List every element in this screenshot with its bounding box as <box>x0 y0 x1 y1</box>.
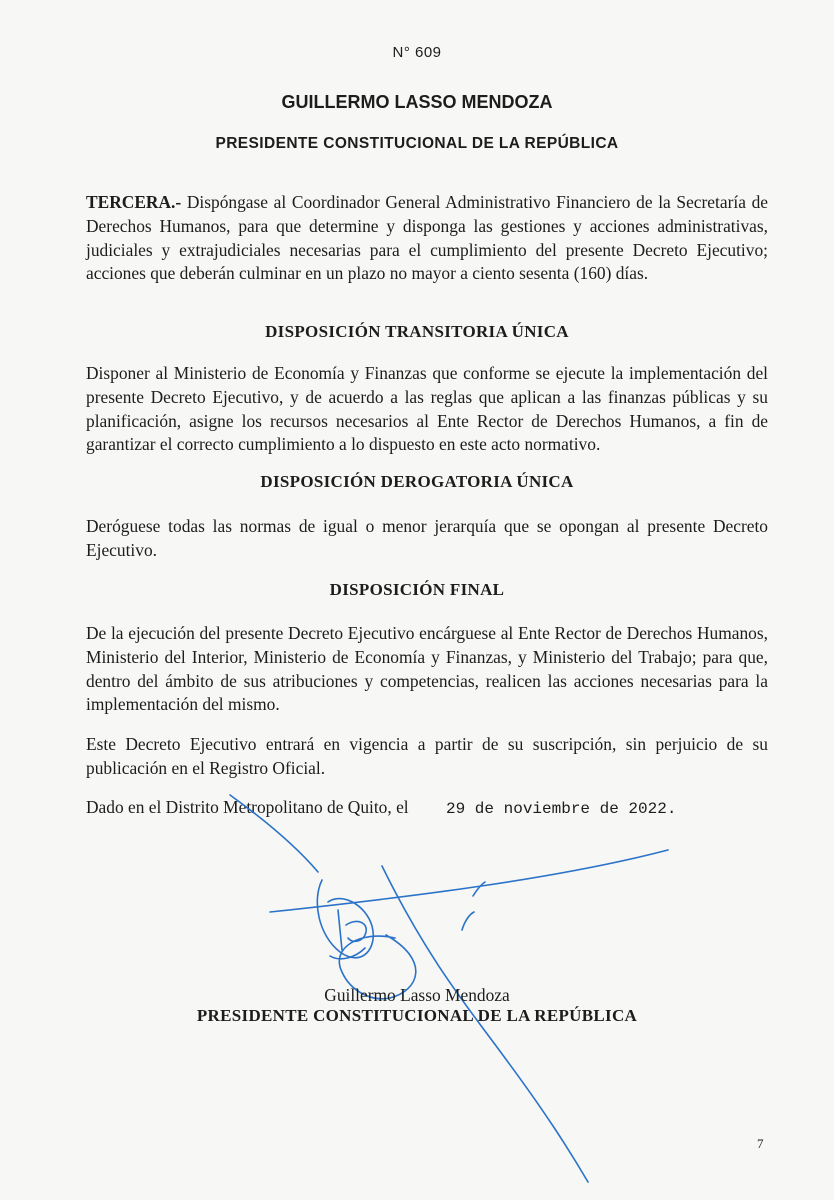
signer-name: Guillermo Lasso Mendoza <box>324 985 510 1005</box>
dated-place-text: Dado en el Distrito Metropolitano de Quito, el <box>86 797 409 817</box>
signer-office: PRESIDENTE CONSTITUCIONAL DE LA REPÚBLICA <box>196 1006 638 1025</box>
decree-number: N° 609 <box>392 44 442 61</box>
derogatoria-text: Deróguese todas las normas de igual o menor jerarquía que se opongan al presente Decreto Ejecutivo. <box>86 516 768 560</box>
vigencia-text: Este Decreto Ejecutivo entrará en vigencia a partir de su suscripción, sin perjuicio de su publicación en el Registro Oficial. <box>86 734 768 778</box>
heading-derogatoria: DISPOSICIÓN DEROGATORIA ÚNICA <box>260 472 574 491</box>
article-tercera-text: Dispóngase al Coordinador General Administrativo Financiero de la Secretaría de Derechos Humanos, para que determine y disponga las gestiones y acciones administrativas, judiciales y extrajudiciales necesarias para el cumplimiento del presente Decreto Ejecutivo; acciones que deberán culminar en un plazo no mayor a ciento sesenta (160) días. <box>86 192 768 284</box>
transitoria-text: Disponer al Ministerio de Economía y Finanzas que conforme se ejecute la implementación del presente Decreto Ejecutivo, y de acuerdo a las reglas que aplican a las finanzas públicas y su planificación, asigne los recursos necesarios al Ente Rector de Derechos Humanos, a fin de garantizar el correcto cumplimiento a lo dispuesto en este acto normativo. <box>86 363 768 455</box>
article-tercera-label: TERCERA.- <box>86 192 182 212</box>
heading-final: DISPOSICIÓN FINAL <box>329 580 505 599</box>
president-office-header: PRESIDENTE CONSTITUCIONAL DE LA REPÚBLICA <box>215 135 619 152</box>
page-number: 7 <box>757 1136 764 1151</box>
heading-transitoria: DISPOSICIÓN TRANSITORIA ÚNICA <box>265 322 569 341</box>
president-name-header: GUILLERMO LASSO MENDOZA <box>281 92 553 112</box>
article-tercera <box>86 191 768 286</box>
final-text: De la ejecución del presente Decreto Ejecutivo encárguese al Ente Rector de Derechos Humanos, Ministerio del Interior, Ministerio de Economía y Finanzas, y Ministerio del Trabajo; para que, dentro del ámbito de sus atribuciones y competencias, realicen las acciones necesarias para la implementación del mismo. <box>86 623 768 715</box>
dated-date: 29 de noviembre de 2022. <box>446 800 677 818</box>
